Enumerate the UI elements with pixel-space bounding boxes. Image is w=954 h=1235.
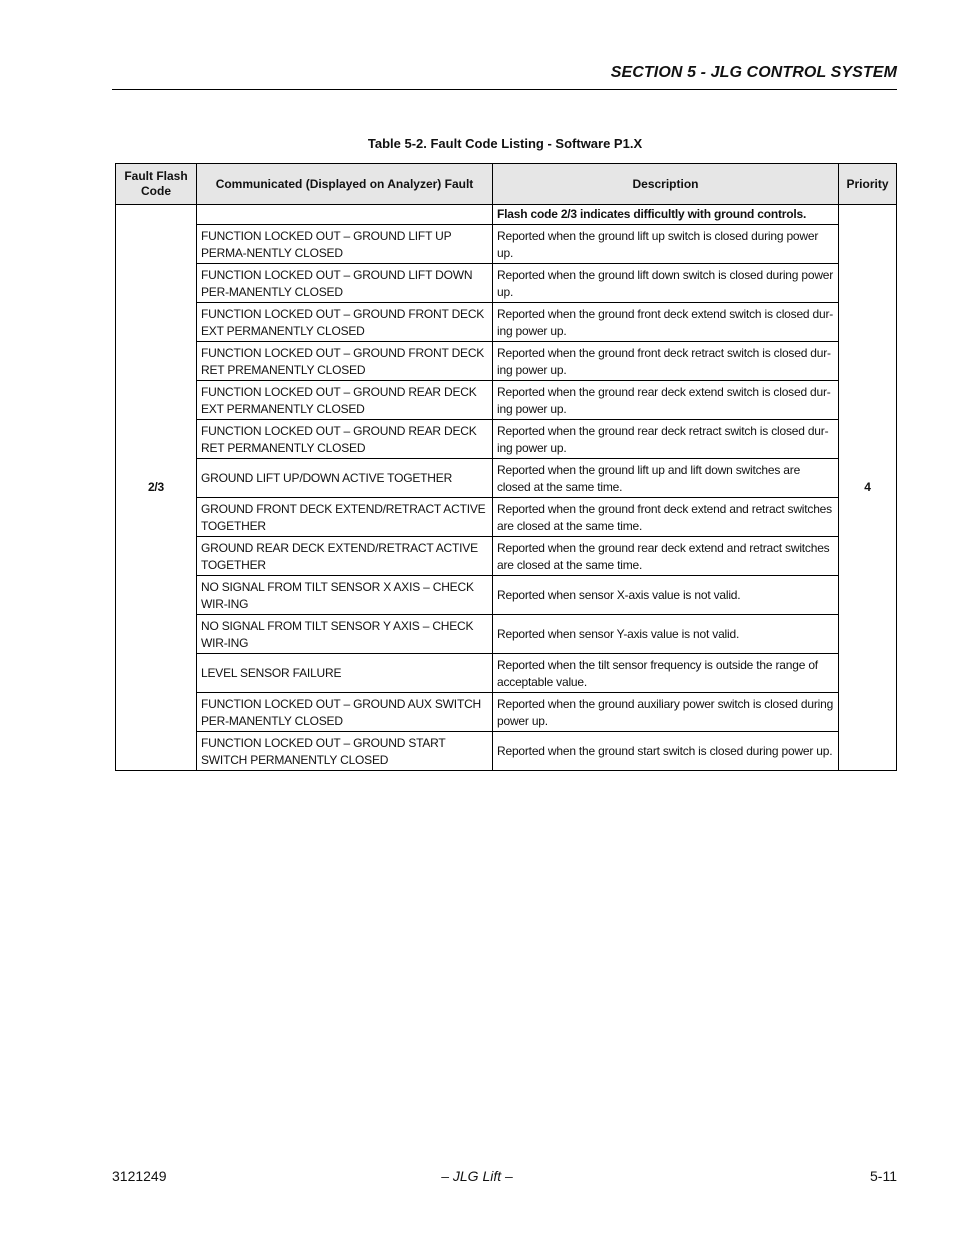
- column-header-description: Description: [493, 164, 839, 205]
- fault-cell: NO SIGNAL FROM TILT SENSOR X AXIS – CHECK WIR-ING: [197, 576, 493, 615]
- description-cell: Reported when the ground rear deck retract switch is closed dur-ing power up.: [493, 420, 839, 459]
- table-row: [116, 498, 897, 537]
- description-cell: Reported when the ground lift down switch is closed during power up.: [493, 264, 839, 303]
- priority-cell: 4: [839, 205, 897, 771]
- table-row: [116, 615, 897, 654]
- fault-cell: GROUND LIFT UP/DOWN ACTIVE TOGETHER: [197, 459, 493, 498]
- section-title: SECTION 5 - JLG CONTROL SYSTEM: [610, 64, 897, 81]
- column-header-communicated-fault: Communicated (Displayed on Analyzer) Fault: [197, 164, 493, 205]
- fault-cell: FUNCTION LOCKED OUT – GROUND LIFT DOWN PER-MANENTLY CLOSED: [197, 264, 493, 303]
- table-row: [116, 420, 897, 459]
- fault-cell: FUNCTION LOCKED OUT – GROUND FRONT DECK RET PREMANENTLY CLOSED: [197, 342, 493, 381]
- description-cell: Reported when the ground rear deck extend and retract switches are closed at the same time.: [493, 537, 839, 576]
- fault-cell: GROUND REAR DECK EXTEND/RETRACT ACTIVE TOGETHER: [197, 537, 493, 576]
- fault-cell: LEVEL SENSOR FAILURE: [197, 654, 493, 693]
- column-header-fault-flash-code: Fault Flash Code: [116, 164, 197, 205]
- header-divider: [112, 89, 897, 90]
- table-row: [116, 693, 897, 732]
- page-number: 5-11: [870, 1168, 897, 1184]
- fault-cell: FUNCTION LOCKED OUT – GROUND REAR DECK EXT PERMANENTLY CLOSED: [197, 381, 493, 420]
- table-row: [116, 654, 897, 693]
- description-cell: Reported when sensor X-axis value is not valid.: [493, 576, 839, 615]
- table-row: [116, 342, 897, 381]
- group-note-cell: Flash code 2/3 indicates difficultly with ground controls.: [493, 205, 839, 225]
- table-row-note: [116, 205, 897, 225]
- table-caption: Table 5-2. Fault Code Listing - Software P1.X: [367, 136, 643, 151]
- fault-cell: GROUND FRONT DECK EXTEND/RETRACT ACTIVE TOGETHER: [197, 498, 493, 537]
- document-number: 3121249: [112, 1168, 167, 1184]
- table-row: [116, 576, 897, 615]
- table-row: [116, 225, 897, 264]
- fault-cell-empty: [197, 205, 493, 225]
- table-row: [116, 459, 897, 498]
- description-cell: Reported when the ground start switch is closed during power up.: [493, 732, 839, 771]
- fault-cell: FUNCTION LOCKED OUT – GROUND FRONT DECK EXT PERMANENTLY CLOSED: [197, 303, 493, 342]
- fault-cell: NO SIGNAL FROM TILT SENSOR Y AXIS – CHECK WIR-ING: [197, 615, 493, 654]
- description-cell: Reported when the tilt sensor frequency is outside the range of acceptable value.: [493, 654, 839, 693]
- table-row: [116, 381, 897, 420]
- table-row: [116, 537, 897, 576]
- description-cell: Reported when the ground auxiliary power switch is closed during power up.: [493, 693, 839, 732]
- description-cell: Reported when sensor Y-axis value is not valid.: [493, 615, 839, 654]
- description-cell: Reported when the ground lift up and lift down switches are closed at the same time.: [493, 459, 839, 498]
- fault-code-table: [115, 163, 897, 771]
- description-cell: Reported when the ground front deck retract switch is closed dur-ing power up.: [493, 342, 839, 381]
- description-cell: Reported when the ground front deck extend switch is closed dur-ing power up.: [493, 303, 839, 342]
- footer-brand: – JLG Lift –: [441, 1168, 513, 1184]
- column-header-priority: Priority: [839, 164, 897, 205]
- table-row: [116, 303, 897, 342]
- description-cell: Reported when the ground rear deck extend switch is closed dur-ing power up.: [493, 381, 839, 420]
- fault-cell: FUNCTION LOCKED OUT – GROUND AUX SWITCH PER-MANENTLY CLOSED: [197, 693, 493, 732]
- table-row: [116, 732, 897, 771]
- description-cell: Reported when the ground lift up switch is closed during power up.: [493, 225, 839, 264]
- table-header-row: [116, 164, 897, 205]
- table-row: [116, 264, 897, 303]
- fault-cell: FUNCTION LOCKED OUT – GROUND REAR DECK RET PERMANENTLY CLOSED: [197, 420, 493, 459]
- fault-cell: FUNCTION LOCKED OUT – GROUND START SWITCH PERMANENTLY CLOSED: [197, 732, 493, 771]
- fault-cell: FUNCTION LOCKED OUT – GROUND LIFT UP PERMA-NENTLY CLOSED: [197, 225, 493, 264]
- fault-flash-code-cell: 2/3: [116, 205, 197, 771]
- description-cell: Reported when the ground front deck extend and retract switches are closed at the same time.: [493, 498, 839, 537]
